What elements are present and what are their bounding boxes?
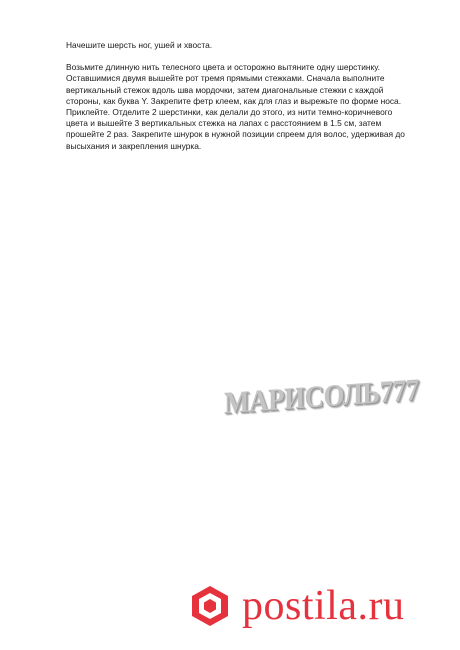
postila-pin-icon (188, 584, 232, 628)
paragraph-instructions: Возьмите длинную нить телесного цвета и осторожно вытяните одну шерстинку. Оставшимися двумя вышейте рот тремя прямыми стежками. Сначала выполните вертикальный стежок вдоль шва мордочки, затем диагональные стежки с каждой стороны, как буква Y. Закрепите фетр клеем, как для глаз и вырежьте по форме носа. Приклейте. Отделите 2 шерстинки, как делали до этого, из нити темно-коричневого цвета и вышейте 3 вертикальных стежка на лапах с расстоянием в 1.5 см, затем прошейте 2 раз. Закрепите шнурок в нужной позиции спреем для волос, удерживая до высыхания и закрепления шнурка. (66, 62, 405, 151)
document-text (66, 40, 406, 163)
postila-logo (188, 584, 404, 628)
postila-logo-text: postila.ru (242, 583, 405, 629)
watermark-marisol: МАРИСОЛЬ777 (224, 372, 419, 421)
paragraph-intro: Начешите шерсть ног, ушей и хвоста. (66, 40, 213, 50)
